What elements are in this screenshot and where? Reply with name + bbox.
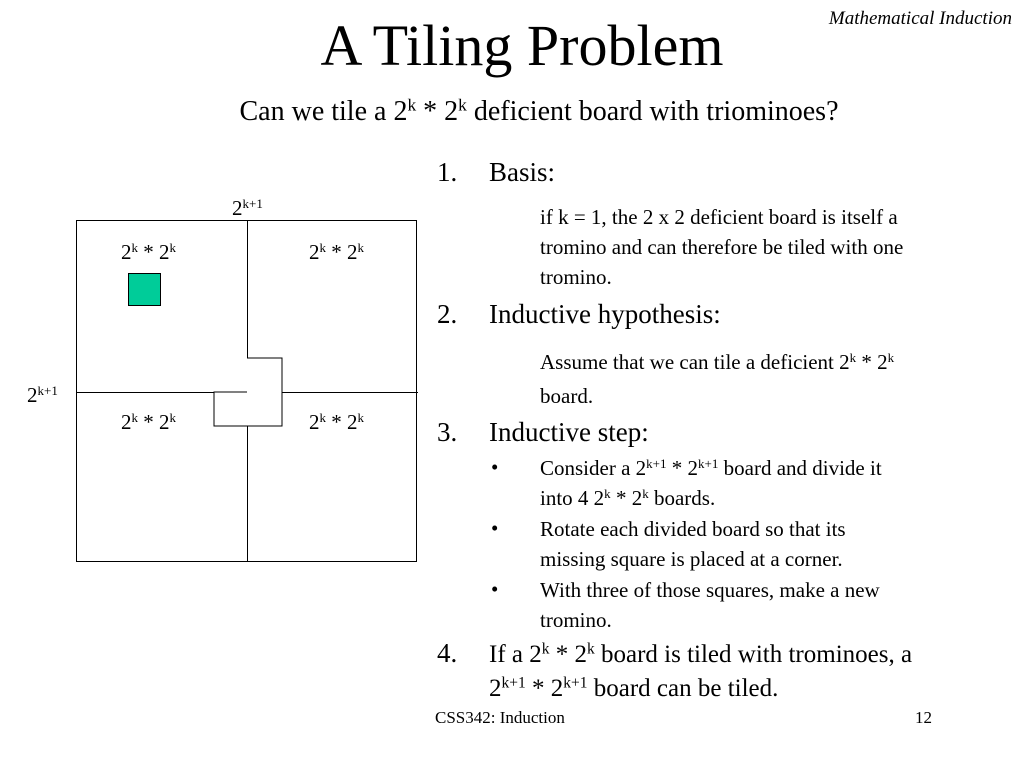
step-number: 1. — [437, 157, 458, 187]
missing-square — [128, 273, 161, 306]
board-height-label: $2^{k+1}$ — [27, 382, 58, 407]
bullet-item: Consider a $2^{k+1} * 2^{k+1}$ board and divide it into 4 2$^k$ * 2$^k$ boards. — [540, 455, 882, 510]
step-4-text: If a 2$^k$ * 2$^k$ board is tiled with trominoes, a $2^{k+1} * 2^{k+1}$ board can be tiled. — [489, 640, 913, 702]
step-heading-hypothesis: Inductive hypothesis: — [489, 299, 721, 329]
step-heading-inductive-step: Inductive step: — [489, 417, 649, 447]
board-width-label: $2^{k+1}$ — [232, 195, 263, 220]
tiling-board — [76, 220, 417, 562]
course-topic-header: Mathematical Induction — [828, 8, 1012, 29]
quadrant-label-bottom-left: 2$^k$ * 2$^k$ — [121, 409, 177, 434]
slide-subtitle: Can we tile a 2$^k$ * 2$^k$ deficient board with triominoes? — [239, 95, 839, 127]
footer-course: CSS342: Induction — [435, 708, 565, 727]
hypothesis-text: Assume that we can tile a deficient 2$^k$ * 2$^k$ board. — [540, 349, 895, 408]
quadrant-label-top-right: 2$^k$ * 2$^k$ — [309, 239, 365, 264]
step-heading-basis: Basis: — [489, 157, 556, 187]
page-number: 12 — [915, 708, 932, 727]
bullet-item: Rotate each divided board so that its missing square is placed at a corner. — [540, 517, 846, 571]
slide-title: A Tiling Problem — [320, 13, 724, 78]
step-number: 2. — [437, 299, 458, 329]
step-number: 4. — [437, 638, 458, 668]
bullet-icon: • — [491, 455, 499, 479]
basis-text: if k = 1, the 2 x 2 deficient board is itself a tromino and can therefore be tiled with one tromino. — [540, 205, 904, 289]
quadrant-label-bottom-right: 2$^k$ * 2$^k$ — [309, 409, 365, 434]
bullet-icon: • — [491, 577, 499, 601]
quadrant-label-top-left: 2$^k$ * 2$^k$ — [121, 239, 177, 264]
step-number: 3. — [437, 417, 458, 447]
bullet-icon: • — [491, 516, 499, 540]
bullet-item: With three of those squares, make a new tromino. — [540, 578, 880, 632]
